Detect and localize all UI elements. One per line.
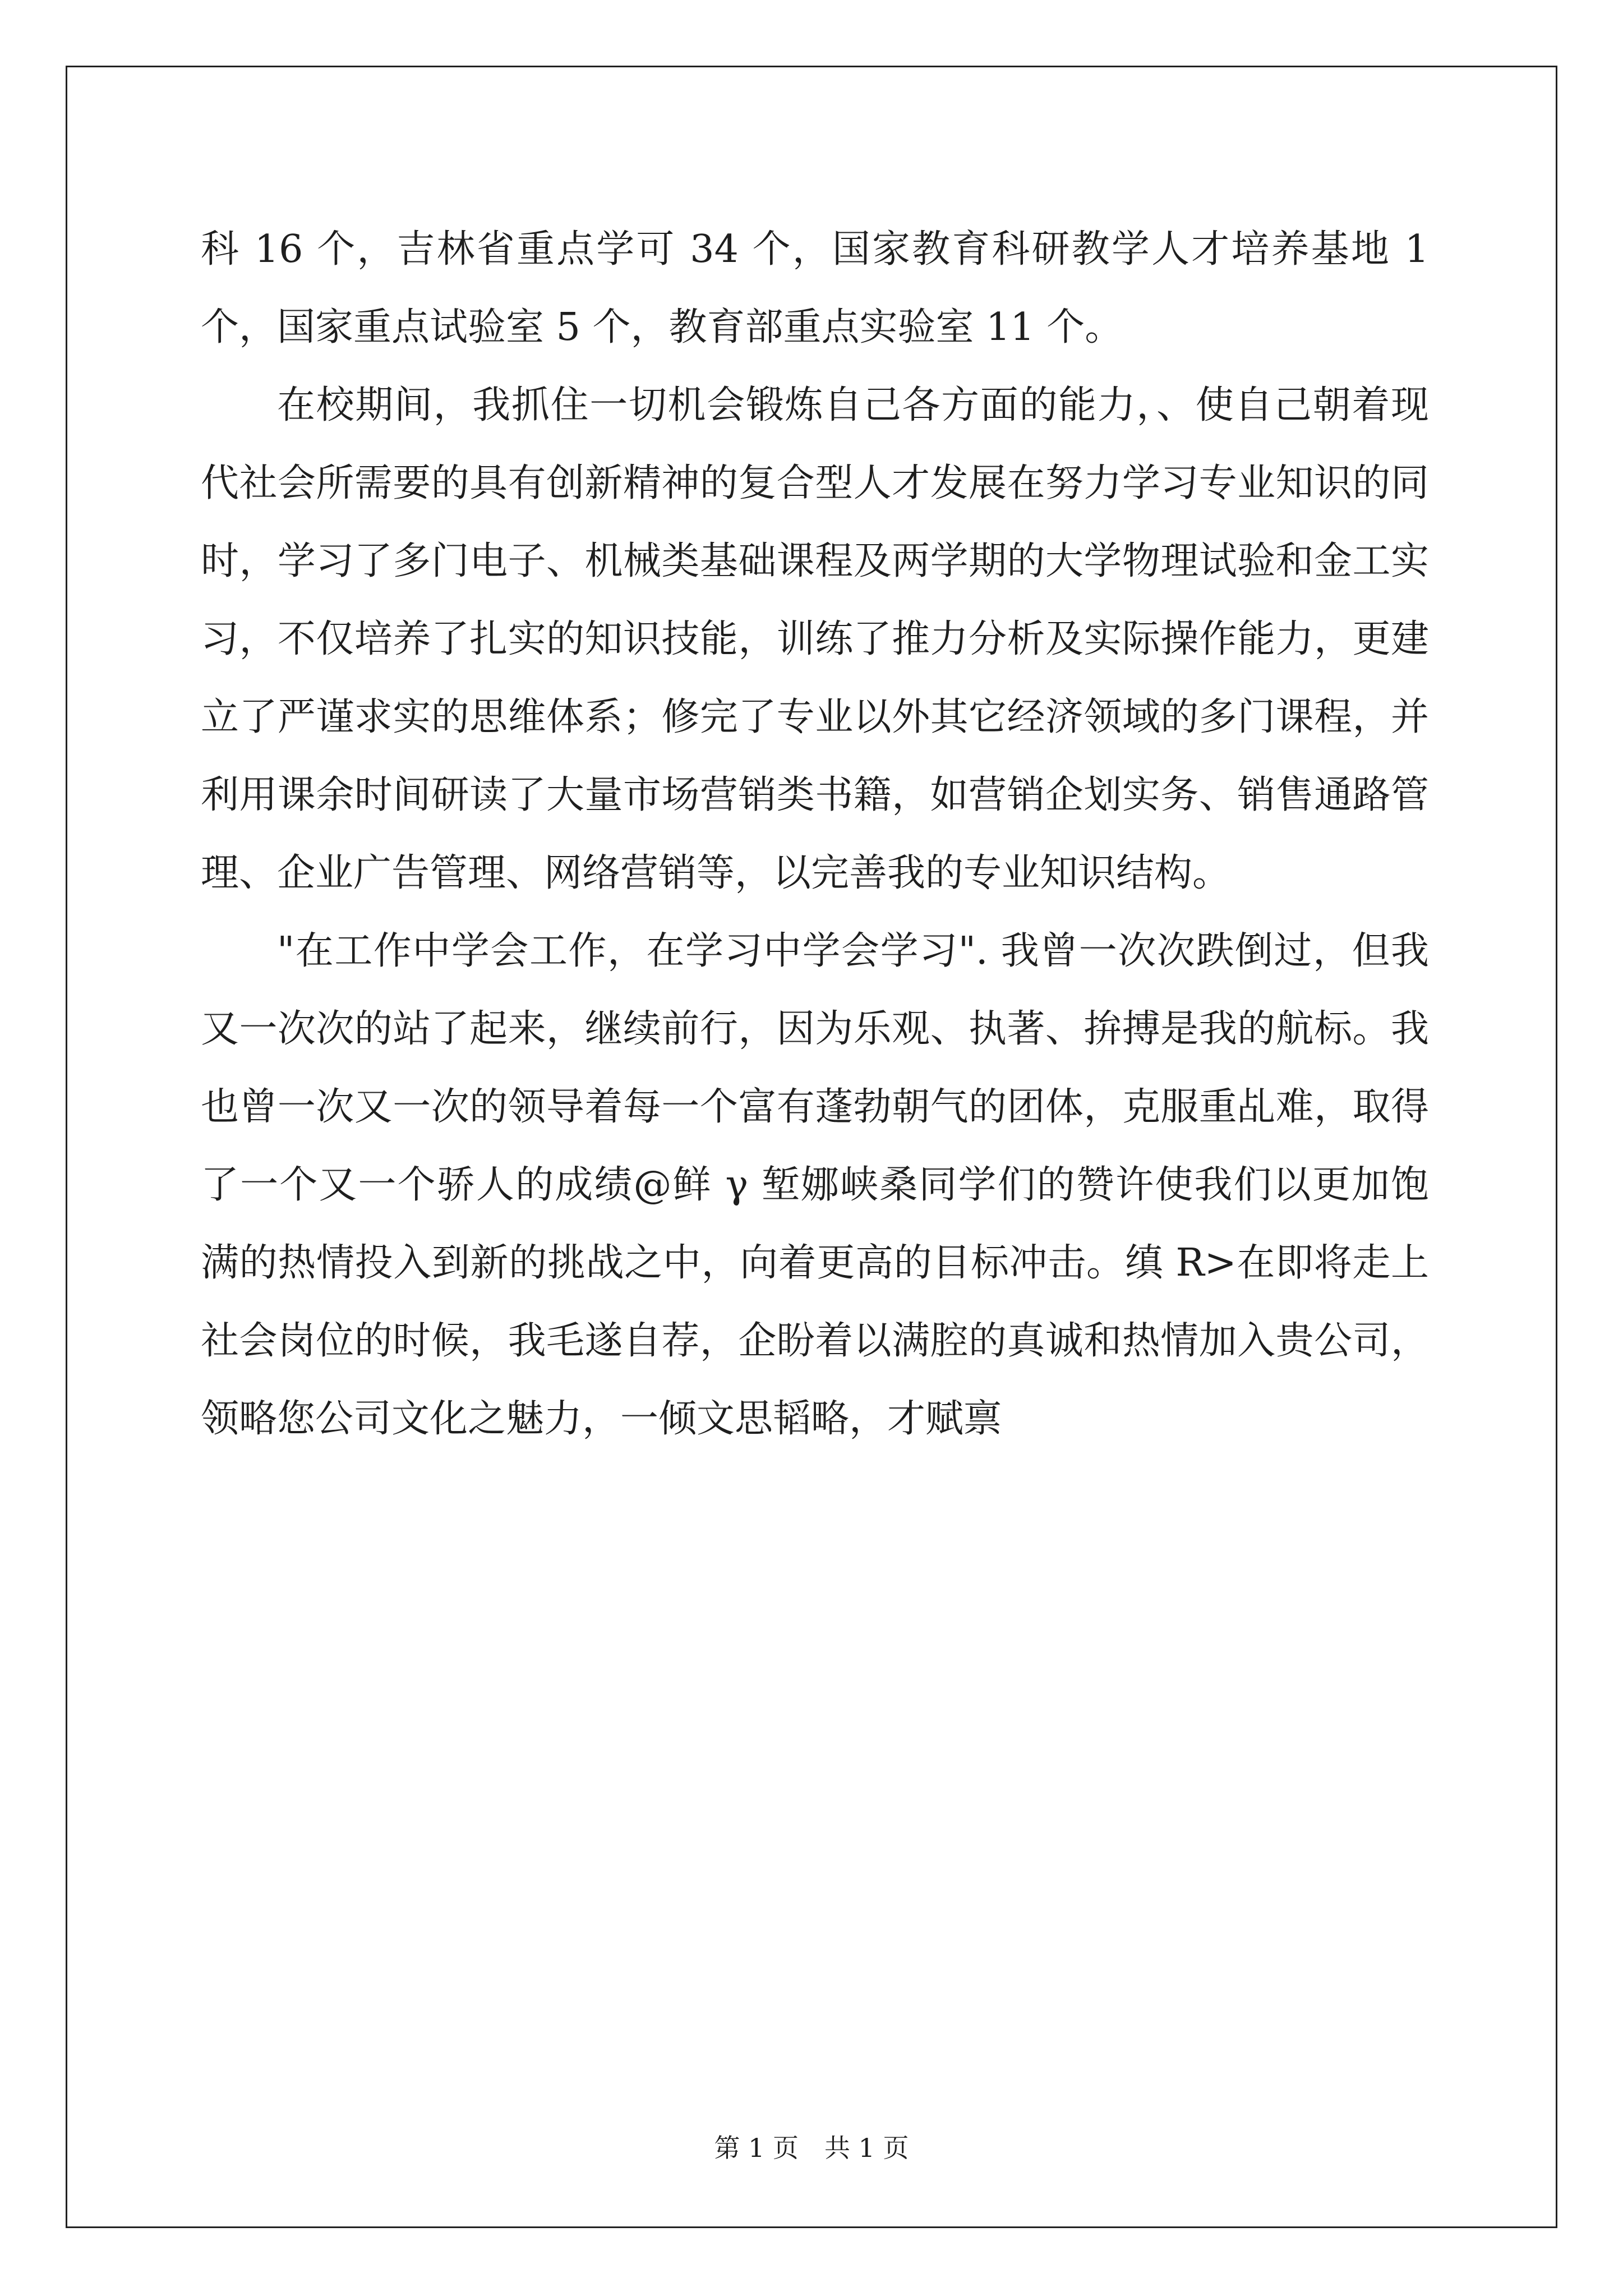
page-number: 第 1 页 (714, 2133, 799, 2163)
page-footer (0, 2128, 1623, 2165)
document-body (201, 210, 1429, 1458)
page-total: 共 1 页 (824, 2133, 909, 2163)
paragraph-3: "在工作中学会工作，在学习中学会学习". 我曾一次次跌倒过，但我又一次次的站了起来，继续前行，因为乐观、执著、拚搏是我的航标。我也曾一次又一次的领导着每一个富有蓬勃朝气的团体，克服重乩难，取得了一个又一个骄人的成绩@鲜 γ 堑娜峡桑同学们的赞许使我们以更加饱满的热情投入到新的挑战之中，向着更高的目标冲击。缜 R>在即将走上社会岗位的时候，我毛遂自荐，企盼着以满腔的真诚和热情加入贵公司，领略您公司文化之魅力，一倾文思韬略，才赋禀 (201, 929, 1429, 1441)
paragraph-1: 科 16 个，吉林省重点学可 34 个，国家教育科研教学人才培养基地 1 个，国家重点试验室 5 个，教育部重点实验室 11 个。 (201, 227, 1429, 349)
paragraph-2: 在校期间，我抓住一切机会锻炼自己各方面的能力，、使自己朝着现代社会所需要的具有创新精神的复合型人才发展在努力学习专业知识的同时，学习了多门电子、机械类基础课程及两学期的大学物理试验和金工实习，不仅培养了扎实的知识技能，训练了推力分析及实际操作能力，更建立了严谨求实的思维体系；修完了专业以外其它经济领域的多门课程，并利用课余时间研读了大量市场营销类书籍，如营销企划实务、销售通路管理、企业广告管理、网络营销等，以完善我的专业知识结构。 (201, 383, 1429, 895)
